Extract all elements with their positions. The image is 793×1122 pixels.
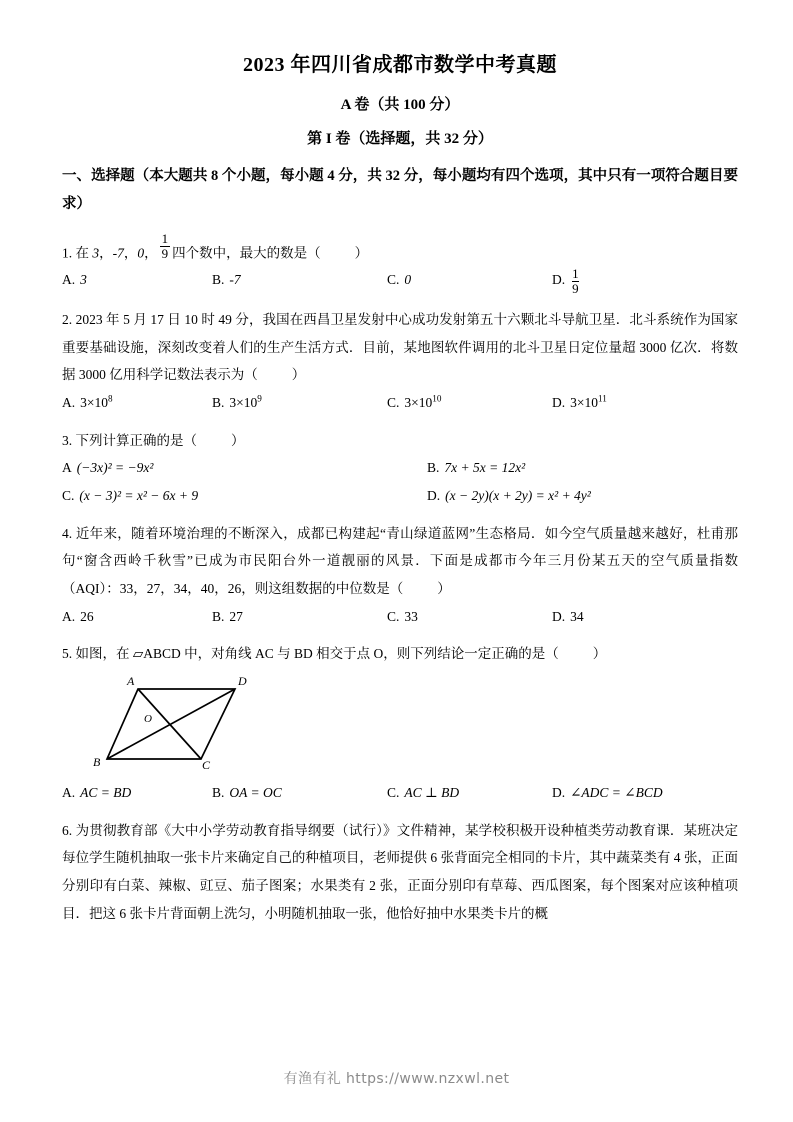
question-1-option-c-text: 0	[404, 272, 412, 288]
question-3-option-d[interactable]	[427, 482, 738, 510]
question-4-option-c-label: C.	[387, 608, 400, 624]
question-2-option-d[interactable]	[552, 389, 738, 417]
question-1-options	[62, 266, 738, 295]
question-1-value-3: 0	[137, 244, 145, 260]
section-heading: 一、选择题（本大题共 8 个小题，每小题 4 分，共 32 分，每小题均有四个选项，其中只有一项符合题目要求）	[62, 168, 738, 213]
question-5-option-c-text: AC ⊥ BD	[404, 784, 460, 800]
question-4-option-d[interactable]	[552, 603, 738, 631]
question-5-paren: ）	[592, 646, 607, 662]
vertex-label-d: D	[238, 673, 247, 688]
question-1: 1. 在 3，-7，0， $\frac{1}{9}$ 四个数中，最大的数是（ ）	[62, 231, 369, 262]
diagonal-bd	[107, 689, 235, 759]
question-4-option-b-text: 27	[229, 608, 243, 624]
question-2-options	[62, 389, 738, 417]
question-2-option-a[interactable]	[62, 389, 212, 417]
question-1-fraction-numerator: 1	[161, 231, 169, 247]
question-4-options	[62, 603, 738, 631]
question-3-number: 3.	[62, 432, 73, 448]
question-5-option-a-label: A.	[62, 784, 76, 800]
question-5-option-d-label: D.	[552, 784, 566, 800]
question-1-fraction-denominator: 9	[161, 246, 169, 262]
question-1-number: 1.	[62, 244, 73, 260]
question-4-text: 近年来，随着环境治理的不断深入，成都已构建起“青山绿道蓝网”生态格局．如今空气质量越来越好，杜甫那句“窗含西岭千秋雪”已成为市民阳台外一道靓丽的风景．下面是成都市今年三月份某五天的空气质量指数（AQI）：33，27，34，40，26，则这组数据的中位数是（	[62, 525, 738, 596]
question-2	[62, 306, 738, 389]
question-1-option-d-numerator: 1	[572, 265, 579, 281]
question-3-option-b[interactable]	[427, 454, 738, 482]
question-1-stem-after: 四个数中，最大的数是（	[172, 244, 321, 260]
question-2-option-b-exponent: 9	[257, 393, 262, 404]
question-3-option-d-text: (x − 2y)(x + 2y) = x² + 4y²	[445, 487, 591, 503]
question-5-option-c[interactable]	[387, 779, 552, 807]
question-1-option-c-label: C.	[387, 272, 400, 288]
question-1-option-b[interactable]	[212, 266, 387, 295]
question-6-text: 为贯彻教育部《大中小学劳动教育指导纲要（试行）》文件精神，某学校积极开设种植类劳动教育课．某班决定每位学生随机抽取一张卡片来确定自己的种植项目，老师提供 6 张背面完全相同的卡片，其中蔬菜类有 4 张，正面分别印有白菜、辣椒、豇豆、茄子图案；水果类有 2 张，正面分别印有草莓、西瓜图案，每个图案对应该种植项目．把这 6 张卡片背面朝上洗匀，小明随机抽取一张，他恰好抽中水果类卡片的概	[62, 822, 739, 921]
question-3-option-c[interactable]	[62, 482, 427, 510]
question-1-value-1: 3	[92, 244, 100, 260]
question-4-option-b-label: B.	[212, 608, 225, 624]
question-3-option-a[interactable]	[62, 454, 427, 482]
question-5-option-b[interactable]	[212, 779, 387, 807]
question-2-option-d-label: D.	[552, 394, 566, 410]
question-2-option-b[interactable]	[212, 389, 387, 417]
question-4	[62, 520, 738, 603]
question-2-text: 2023 年 5 月 17 日 10 时 49 分，我国在西昌卫星发射中心成功发射第五十六颗北斗导航卫星．北斗系统作为国家重要基础设施，深刻改变着人们的生产生活方式．目前，某地图软件调用的北斗卫星日定位量超 3000 亿次．将数据 3000 亿用科学记数法表示为（	[62, 311, 739, 383]
page-title: 2023 年四川省成都市数学中考真题	[243, 54, 557, 76]
question-1-option-d-label: D.	[552, 272, 566, 288]
question-1-option-a-text: 3	[80, 272, 87, 288]
question-1-option-a[interactable]	[62, 266, 212, 295]
question-1-option-b-label: B.	[212, 272, 225, 288]
question-2-option-c-exponent: 10	[432, 393, 442, 404]
question-3-options-row-1	[62, 454, 738, 482]
question-4-option-c[interactable]	[387, 603, 552, 631]
question-5-options	[62, 779, 738, 807]
question-5	[62, 640, 738, 668]
question-5-stem: 如图，在 ▱ABCD 中，对角线 AC 与 BD 相交于点 O，则下列结论一定正确的是（	[75, 646, 559, 662]
question-1-option-c[interactable]	[387, 266, 552, 295]
question-3-option-a-text: (−3x)² = −9x²	[76, 460, 154, 476]
question-2-option-d-base: 3×10	[570, 394, 598, 410]
question-2-option-c-label: C.	[387, 394, 400, 410]
question-2-option-d-exponent: 11	[598, 393, 607, 404]
question-4-option-a[interactable]	[62, 603, 212, 631]
parallelogram-diagram-svg	[80, 674, 260, 770]
question-4-option-b[interactable]	[212, 603, 387, 631]
question-3	[62, 427, 738, 455]
page-content	[62, 52, 738, 927]
question-1-value-2: -7	[112, 244, 124, 260]
question-1-option-b-text: -7	[229, 272, 241, 288]
question-5-option-c-label: C.	[387, 784, 400, 800]
question-3-option-d-label: D.	[427, 487, 441, 503]
question-5-option-d[interactable]	[552, 779, 738, 807]
question-1-option-d[interactable]	[552, 266, 738, 295]
question-3-option-b-label: B.	[427, 460, 440, 476]
question-3-options-row-2	[62, 482, 738, 510]
question-5-option-b-label: B.	[212, 784, 225, 800]
question-2-option-a-exponent: 8	[108, 393, 113, 404]
footer-watermark: 有渔有礼 https://www.nzxwl.net	[283, 1071, 510, 1087]
question-3-paren: ）	[231, 432, 245, 448]
question-4-option-a-label: A.	[62, 608, 76, 624]
question-3-option-c-label: C.	[62, 487, 75, 503]
question-4-paren: ）	[437, 580, 451, 596]
question-2-option-b-label: B.	[212, 394, 225, 410]
question-2-option-c[interactable]	[387, 389, 552, 417]
vertex-label-c: C	[202, 757, 211, 770]
question-1-option-d-fraction	[572, 267, 578, 296]
question-3-option-c-text: (x − 3)² = x² − 6x + 9	[79, 487, 199, 503]
question-1-option-a-label: A.	[62, 272, 76, 288]
vertex-label-o: O	[144, 712, 152, 725]
question-1-paren: ）	[354, 244, 369, 260]
question-2-option-a-base: 3×10	[80, 394, 108, 410]
question-5-option-d-text: ∠ADC = ∠BCD	[570, 784, 663, 800]
question-4-option-d-text: 34	[570, 608, 584, 624]
parallelogram-figure	[80, 674, 738, 775]
question-3-option-b-text: 7x + 5x = 12x²	[444, 460, 526, 476]
paper-label: A 卷（共 100 分）	[340, 97, 460, 113]
question-3-option-a-label: A	[62, 460, 72, 476]
question-6-number: 6.	[62, 822, 73, 838]
vertex-label-b: B	[93, 754, 101, 769]
question-1-stem-before: 在	[75, 244, 89, 260]
question-2-option-c-base: 3×10	[404, 394, 433, 410]
part-label: 第 I 卷（选择题，共 32 分）	[307, 130, 493, 147]
question-3-text: 下列计算正确的是（	[75, 432, 197, 448]
question-1-option-d-denominator: 9	[572, 280, 579, 296]
question-4-option-a-text: 26	[80, 608, 94, 624]
vertex-label-a: A	[127, 673, 135, 688]
question-2-option-a-label: A.	[62, 394, 76, 410]
question-6	[62, 817, 738, 928]
question-5-option-a-text: AC = BD	[80, 784, 132, 800]
question-5-number: 5.	[62, 646, 73, 662]
question-2-option-b-base: 3×10	[229, 394, 258, 410]
question-5-option-a[interactable]	[62, 779, 212, 807]
question-2-paren: ）	[291, 367, 306, 383]
question-4-option-d-label: D.	[552, 608, 566, 624]
question-4-number: 4.	[62, 525, 73, 541]
question-1-fraction	[160, 232, 170, 260]
question-5-option-b-text: OA = OC	[229, 784, 282, 800]
question-4-option-c-text: 33	[404, 608, 418, 624]
question-2-number: 2.	[62, 311, 73, 327]
